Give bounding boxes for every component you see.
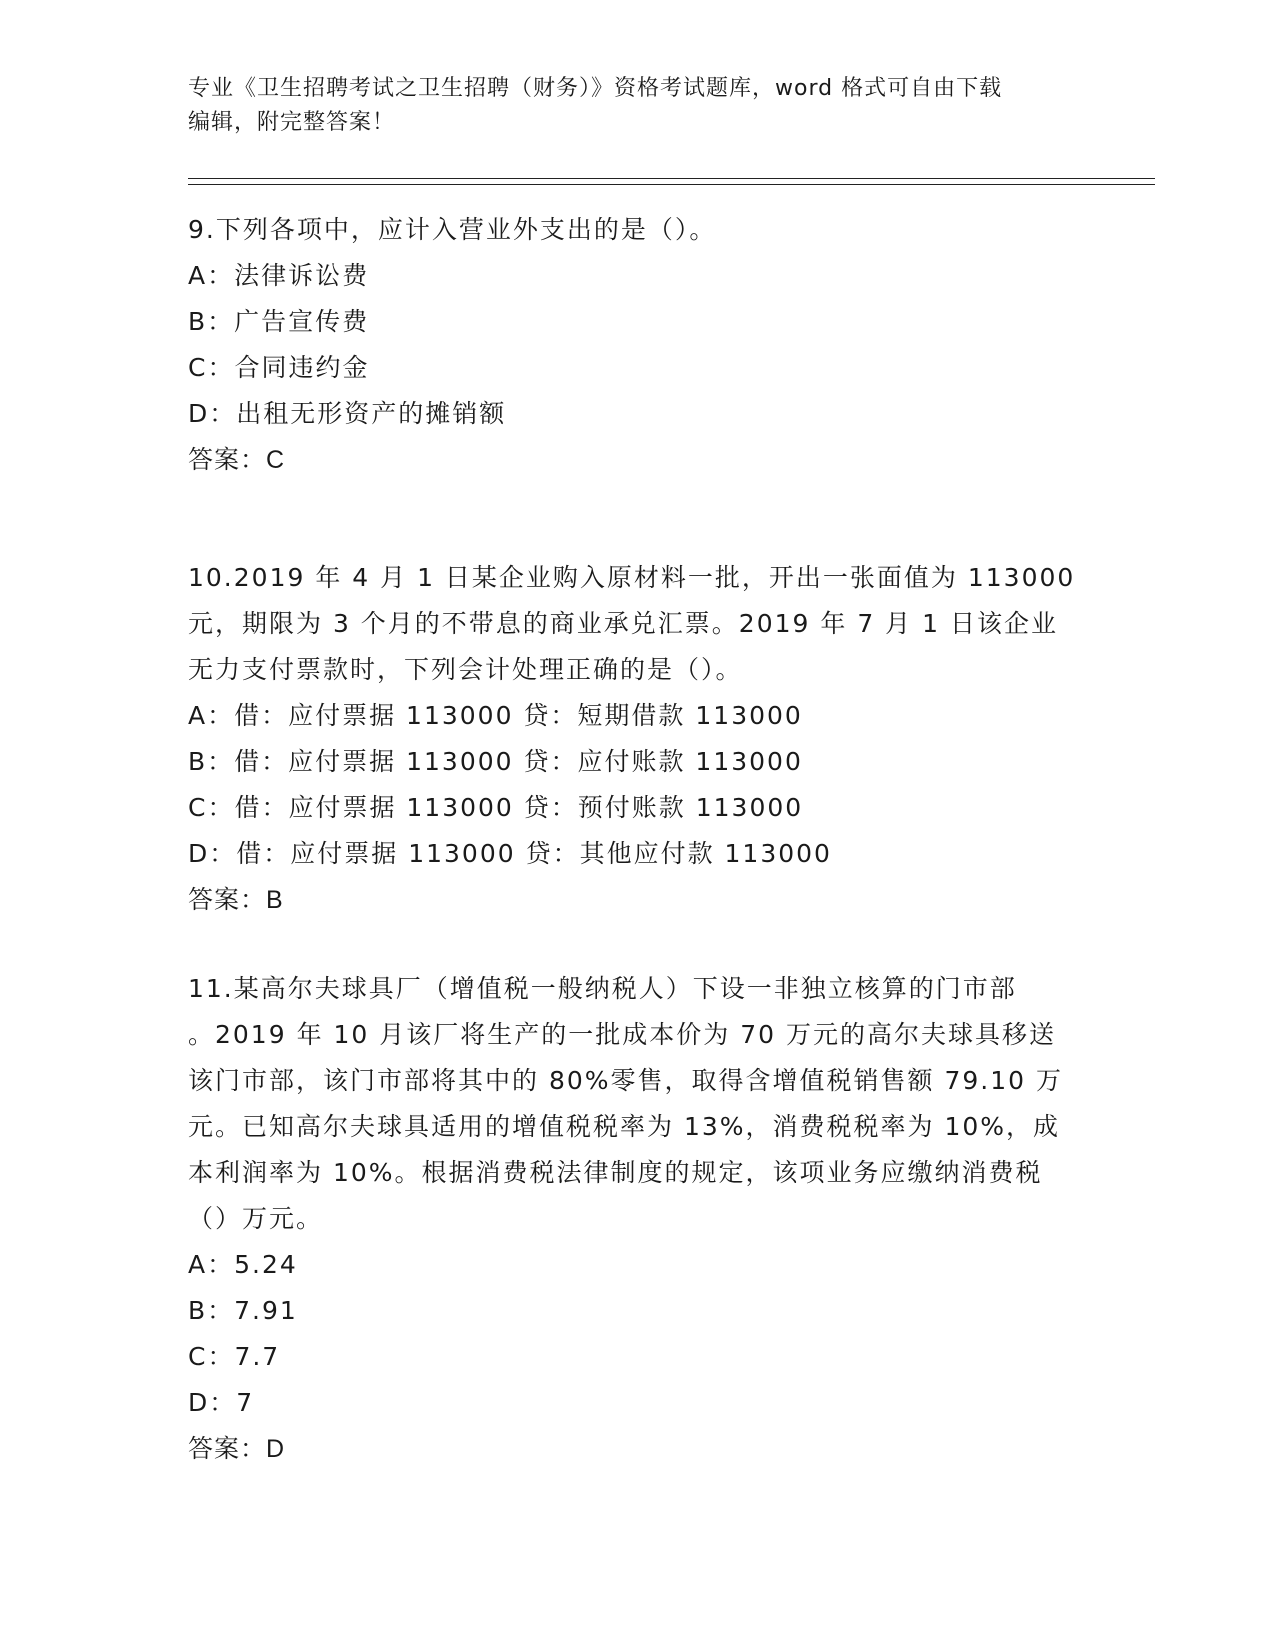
option-d: D：出租无形资产的摊销额 (188, 399, 507, 428)
header-line-1: 专业《卫生招聘考试之卫生招聘（财务）》资格考试题库，word 格式可自由下载 (188, 76, 1003, 101)
option-c: C：7.7 (188, 1342, 281, 1371)
document-header (188, 72, 1088, 140)
option-c: C：借：应付票据 113000 贷：预付账款 113000 (188, 793, 804, 822)
question-stem-line-1: 11.某高尔夫球具厂（增值税一般纳税人）下设一非独立核算的门市部 (188, 974, 1017, 1003)
option-b: B：广告宣传费 (188, 307, 370, 336)
question-stem-line-2: 。2019 年 10 月该厂将生产的一批成本价为 70 万元的高尔夫球具移送 (188, 1020, 1056, 1049)
option-b: B：借：应付票据 113000 贷：应付账款 113000 (188, 747, 803, 776)
answer: 答案：B (188, 886, 284, 914)
option-a: A：借：应付票据 113000 贷：短期借款 113000 (188, 701, 803, 730)
question-stem-line-3: 无力支付票款时，下列会计处理正确的是（）。 (188, 655, 743, 684)
question-stem-line-6: （）万元。 (188, 1204, 324, 1233)
answer: 答案：C (188, 446, 286, 474)
question-stem-line-4: 元。已知高尔夫球具适用的增值税税率为 13%，消费税税率为 10%，成 (188, 1112, 1061, 1141)
question-9 (188, 207, 1088, 483)
answer: 答案：D (188, 1435, 286, 1463)
option-a: A：法律诉讼费 (188, 261, 370, 290)
question-10 (188, 555, 1088, 923)
question-stem: 9.下列各项中，应计入营业外支出的是（）。 (188, 215, 717, 244)
question-stem-line-3: 该门市部，该门市部将其中的 80%零售，取得含增值税销售额 79.10 万 (188, 1066, 1063, 1095)
header-divider (188, 178, 1155, 185)
question-stem-line-2: 元，期限为 3 个月的不带息的商业承兑汇票。2019 年 7 月 1 日该企业 (188, 609, 1058, 638)
question-stem-line-5: 本利润率为 10%。根据消费税法律制度的规定，该项业务应缴纳消费税 (188, 1158, 1043, 1187)
option-d: D：7 (188, 1388, 255, 1417)
header-line-2: 编辑，附完整答案！ (188, 110, 396, 135)
option-b: B：7.91 (188, 1296, 298, 1325)
question-11 (188, 966, 1088, 1472)
option-d: D：借：应付票据 113000 贷：其他应付款 113000 (188, 839, 832, 868)
option-a: A：5.24 (188, 1250, 298, 1279)
question-stem-line-1: 10.2019 年 4 月 1 日某企业购入原材料一批，开出一张面值为 113000 (188, 563, 1076, 592)
option-c: C：合同违约金 (188, 353, 370, 382)
